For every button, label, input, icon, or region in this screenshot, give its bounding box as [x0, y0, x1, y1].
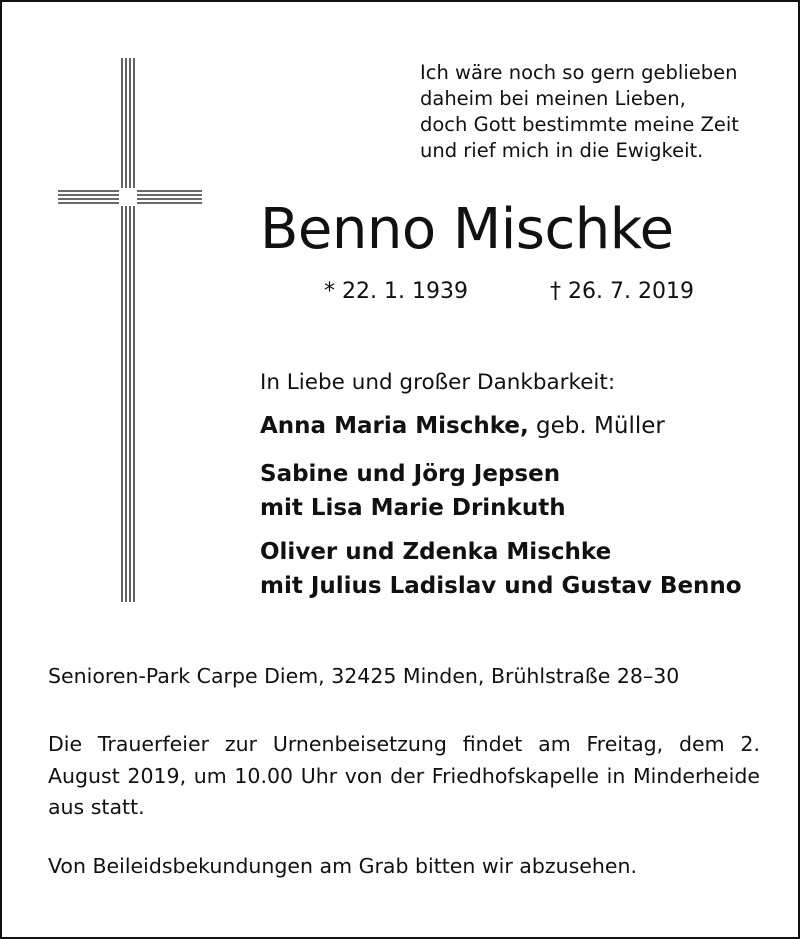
memorial-poem: [420, 60, 780, 164]
birth-date: * 22. 1. 1939: [324, 279, 468, 304]
mourner-spouse: [260, 409, 665, 443]
residence-address: Senioren-Park Carpe Diem, 32425 Minden, Brühlstraße 28–30: [48, 664, 680, 688]
family-line: mit Lisa Marie Drinkuth: [260, 495, 566, 521]
poem-line: daheim bei meinen Lieben,: [420, 87, 686, 110]
poem-line: und rief mich in die Ewigkeit.: [420, 139, 704, 162]
family-line: mit Julius Ladislav und Gustav Benno: [260, 573, 742, 599]
spouse-maiden-name: geb. Müller: [528, 413, 665, 439]
family-line: Sabine und Jörg Jepsen: [260, 461, 561, 487]
deceased-name: Benno Mischke: [260, 197, 674, 262]
mourner-family-1: [260, 457, 566, 525]
closing-note: Von Beileidsbekundungen am Grab bitten wir abzusehen.: [48, 854, 638, 878]
family-line: Oliver und Zdenka Mischke: [260, 539, 612, 565]
spouse-name: Anna Maria Mischke,: [260, 413, 529, 439]
poem-line: Ich wäre noch so gern geblieben: [420, 61, 738, 84]
mourner-family-2: [260, 535, 742, 603]
poem-line: doch Gott bestimmte meine Zeit: [420, 113, 739, 136]
cross-icon: [56, 56, 204, 604]
funeral-service-info: Die Trauerfeier zur Urnenbeisetzung findet am Freitag, dem 2. August 2019, um 10.00 Uhr von der Friedhofskapelle in Minderheide aus statt.: [48, 732, 760, 819]
mourners-intro: In Liebe und großer Dankbarkeit:: [260, 370, 616, 395]
death-date: † 26. 7. 2019: [550, 279, 694, 304]
